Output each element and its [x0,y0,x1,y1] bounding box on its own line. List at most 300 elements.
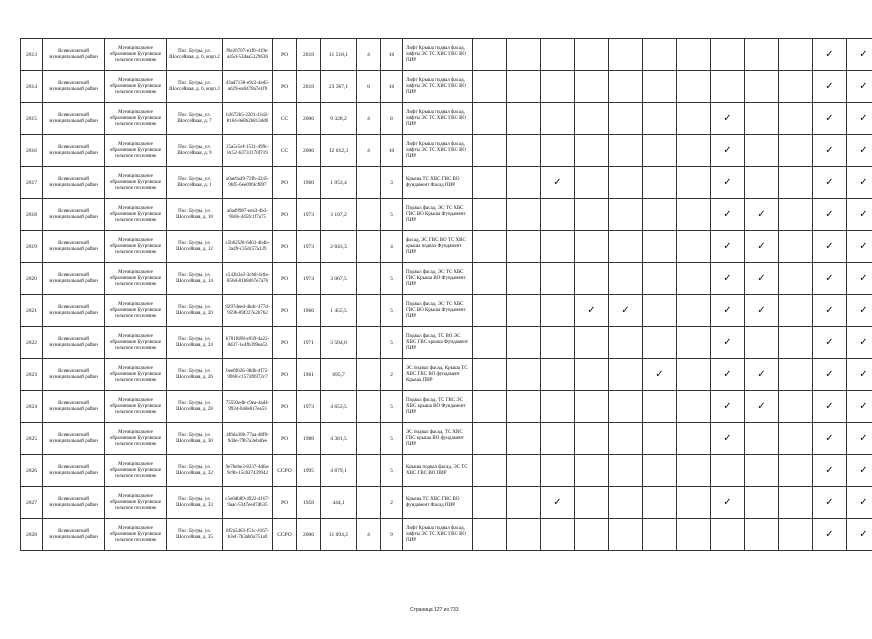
check-mark-icon: ✓ [711,231,745,263]
address-cell: Пос. Бугры, ул. Шоссейная, д. 6, корп.3 [167,71,223,103]
work-flag-cell [541,423,575,455]
build-year-cell: 2006 [297,135,321,167]
work-flag-cell [507,487,541,519]
row-number-cell: 2023 [21,359,43,391]
build-year-cell: 1995 [297,455,321,487]
work-flag-cell [473,359,507,391]
works-list-cell: Лифт Крыша подвал фасад, лифты ЭС ТС ХВС ГВС ВО ПИР [403,103,473,135]
check-mark-icon: ✓ [745,391,779,423]
housing-table [20,38,872,551]
work-flag-cell [609,519,643,551]
work-flag-cell [609,487,643,519]
works-list-cell: Подвал фасад, ЭС ТС ХВС ГВС ВО Крыша Фундамент ПИР [403,199,473,231]
area-cell: 9 328,2 [321,103,357,135]
work-flag-cell [575,71,609,103]
work-flag-cell [677,327,711,359]
table-row [21,487,872,519]
settlement-cell: Муниципальное образование Бугровское сельское поселение [105,295,167,327]
work-flag-cell [575,135,609,167]
work-flag-cell [507,199,541,231]
check-mark-icon: ✓ [847,263,872,295]
work-flag-cell [677,487,711,519]
work-flag-cell [677,263,711,295]
check-mark-icon: ✓ [813,455,847,487]
work-flag-cell [643,423,677,455]
district-cell: Всеволожский муниципальный район [43,199,105,231]
work-flag-cell [473,71,507,103]
check-mark-icon: ✓ [813,103,847,135]
settlement-cell: Муниципальное образование Бугровское сельское поселение [105,455,167,487]
floors-cell [357,359,381,391]
floors-cell [357,231,381,263]
settlement-cell: Муниципальное образование Бугровское сельское поселение [105,263,167,295]
district-cell: Всеволожский муниципальный район [43,103,105,135]
address-cell: Пос. Бугры, ул. Шоссейная, д. 7 [167,103,223,135]
house-guid-cell: 9297deed-4bdc-477d-9596-89f227e2b762 [223,295,273,327]
work-flag-cell [643,391,677,423]
work-flag-cell [677,167,711,199]
work-flag-cell [643,327,677,359]
work-flag-cell [643,103,677,135]
area-cell: 1 053,4 [321,167,357,199]
work-flag-cell [677,231,711,263]
entrances-cell: 8 [381,103,403,135]
work-flag-cell [745,135,779,167]
table-row [21,519,872,551]
work-flag-cell [507,231,541,263]
works-list-cell: Крыша ТС ХВС ГВС ВО фундамент Фасад ПИР [403,487,473,519]
address-cell: Пос. Бугры, ул. Шоссейная, д. 35 [167,519,223,551]
row-number-cell: 2018 [21,199,43,231]
check-mark-icon: ✓ [711,263,745,295]
table-row [21,359,872,391]
settlement-cell: Муниципальное образование Бугровское сельское поселение [105,39,167,71]
work-flag-cell [575,423,609,455]
table-row [21,327,872,359]
row-number-cell: 2017 [21,167,43,199]
work-flag-cell [609,167,643,199]
works-list-cell: ЭС подвал фасад, ТС ХВС ГВС крыша ВО фундамент ПИР [403,423,473,455]
address-cell: Пос. Бугры, ул. Шоссейная, д. 14 [167,263,223,295]
area-cell: 4 879,1 [321,455,357,487]
row-number-cell: 2024 [21,391,43,423]
work-flag-cell [575,327,609,359]
address-cell: Пос. Бугры, ул. Шоссейная, д. 9 [167,135,223,167]
house-guid-cell: 75593edb-c9ea-4ad4-9934-04de017ea53 [223,391,273,423]
work-flag-cell [609,391,643,423]
table-row [21,135,872,167]
work-flag-cell [779,327,813,359]
work-flag-cell [745,71,779,103]
work-flag-cell [643,295,677,327]
address-cell: Пос. Бугры, ул. Шоссейная, д. 24 [167,327,223,359]
build-year-cell: 1973 [297,231,321,263]
row-number-cell: 2016 [21,135,43,167]
work-flag-cell [779,487,813,519]
work-flag-cell [779,71,813,103]
work-flag-cell [677,391,711,423]
work-flag-cell [677,135,711,167]
work-flag-cell [541,295,575,327]
building-type-cell: РО [273,487,297,519]
floors-cell: 4 [357,103,381,135]
check-mark-icon: ✓ [847,519,872,551]
check-mark-icon: ✓ [745,359,779,391]
work-flag-cell [677,71,711,103]
work-flag-cell [745,167,779,199]
district-cell: Всеволожский муниципальный район [43,455,105,487]
house-guid-cell: b701f698-e939-4a22-8d37-1e4fb399ea53 [223,327,273,359]
area-cell: 1 455,5 [321,295,357,327]
work-flag-cell [779,135,813,167]
work-flag-cell [643,39,677,71]
work-flag-cell [541,327,575,359]
work-flag-cell [473,263,507,295]
building-type-cell: РО [273,391,297,423]
table-row [21,455,872,487]
works-list-cell: Лифт Крыша подвал фасад, лифты ЭС ТС ХВС ГВС ВО ПИР [403,71,473,103]
work-flag-cell [575,199,609,231]
check-mark-icon: ✓ [813,487,847,519]
check-mark-icon: ✓ [847,359,872,391]
entrances-cell: 4 [381,231,403,263]
address-cell: Пос. Бугры, ул. Шоссейная, д. 32 [167,455,223,487]
work-flag-cell [541,103,575,135]
work-flag-cell [677,199,711,231]
address-cell: Пос. Бугры, ул. Шоссейная, д. 20 [167,295,223,327]
check-mark-icon: ✓ [745,295,779,327]
work-flag-cell [541,391,575,423]
house-guid-cell: c542b3a3-3cb8-4c0a-856d-81b8d67e7a76 [223,263,273,295]
build-year-cell: 1974 [297,263,321,295]
house-guid-cell: c5e0db89-4922-4167-9aac-5347eed7db35 [223,487,273,519]
house-guid-cell: c5b625f0-6d63-4b4b-3a49-c35dc57a129 [223,231,273,263]
check-mark-icon: ✓ [609,295,643,327]
work-flag-cell [473,167,507,199]
build-year-cell: 2018 [297,39,321,71]
work-flag-cell [473,455,507,487]
work-flag-cell [575,359,609,391]
entrances-cell: 5 [381,327,403,359]
work-flag-cell [541,231,575,263]
check-mark-icon: ✓ [711,135,745,167]
address-cell: Пос. Бугры, ул. Шоссейная, д. 6, корп.2 [167,39,223,71]
settlement-cell: Муниципальное образование Бугровское сельское поселение [105,487,167,519]
area-cell: 2 843,3 [321,231,357,263]
check-mark-icon: ✓ [711,359,745,391]
entrances-cell: 2 [381,487,403,519]
work-flag-cell [507,103,541,135]
row-number-cell: 2028 [21,519,43,551]
area-cell: 12 012,3 [321,135,357,167]
area-cell: 4 381,5 [321,423,357,455]
district-cell: Всеволожский муниципальный район [43,519,105,551]
building-type-cell: ССРО [273,455,297,487]
check-mark-icon: ✓ [711,103,745,135]
settlement-cell: Муниципальное образование Бугровское сельское поселение [105,199,167,231]
floors-cell [357,263,381,295]
work-flag-cell [711,71,745,103]
check-mark-icon: ✓ [847,103,872,135]
floors-cell [357,391,381,423]
check-mark-icon: ✓ [813,199,847,231]
house-guid-cell: 25a5c5ef-1531-499c-8c52-b3733170f719 [223,135,273,167]
floors-cell [357,455,381,487]
check-mark-icon: ✓ [711,199,745,231]
work-flag-cell [575,231,609,263]
row-number-cell: 2022 [21,327,43,359]
check-mark-icon: ✓ [847,167,872,199]
works-list-cell: Лифт Крыша подвал фасад, лифты ЭС ТС ХВС ГВС ВО ПИР [403,39,473,71]
floors-cell [357,423,381,455]
address-cell: Пос. Бугры, ул. Шоссейная, д. 33 [167,487,223,519]
work-flag-cell [575,455,609,487]
work-flag-cell [711,519,745,551]
row-number-cell: 2013 [21,39,43,71]
entrances-cell: 16 [381,39,403,71]
work-flag-cell [473,231,507,263]
area-cell: 11 518,1 [321,39,357,71]
work-flag-cell [643,263,677,295]
work-flag-cell [507,167,541,199]
build-year-cell: 1988 [297,423,321,455]
works-list-cell: Подвал фасад, ЭС ТС ХВС ГВС ВО Крыша Фундамент ПИР [403,295,473,327]
work-flag-cell [507,71,541,103]
check-mark-icon: ✓ [847,199,872,231]
works-list-cell: Крыша ТС ХВС ГВС ВО фундамент Фасад ПИР [403,167,473,199]
check-mark-icon: ✓ [575,295,609,327]
check-mark-icon: ✓ [745,199,779,231]
work-flag-cell [609,423,643,455]
address-cell: Пос. Бугры, ул. Шоссейная, д. 10 [167,199,223,231]
building-type-cell: РО [273,167,297,199]
check-mark-icon: ✓ [813,519,847,551]
table-row [21,103,872,135]
house-guid-cell: b3672b5-2201-41d2-8164-0e8b2b813dd0 [223,103,273,135]
table-row [21,295,872,327]
work-flag-cell [609,39,643,71]
address-cell: Пос. Бугры, ул. Шоссейная, д. 28 [167,391,223,423]
work-flag-cell [575,103,609,135]
work-flag-cell [779,423,813,455]
build-year-cell: 1971 [297,327,321,359]
check-mark-icon: ✓ [711,327,745,359]
work-flag-cell [779,391,813,423]
check-mark-icon: ✓ [711,487,745,519]
work-flag-cell [711,455,745,487]
build-year-cell: 1966 [297,295,321,327]
work-flag-cell [609,71,643,103]
building-type-cell: ССРО [273,519,297,551]
table-row [21,423,872,455]
work-flag-cell [745,487,779,519]
work-flag-cell [745,327,779,359]
settlement-cell: Муниципальное образование Бугровское сельское поселение [105,327,167,359]
floors-cell: 4 [357,519,381,551]
floors-cell [357,199,381,231]
build-year-cell: 2006 [297,519,321,551]
work-flag-cell [643,199,677,231]
house-guid-cell: 43ad7130-e9c2-4ed5-a629-ea0478a7e1f0 [223,71,273,103]
work-flag-cell [779,199,813,231]
area-cell: 3 504,0 [321,327,357,359]
entrances-cell: 5 [381,455,403,487]
work-flag-cell [507,263,541,295]
build-year-cell: 2018 [297,71,321,103]
work-flag-cell [473,487,507,519]
work-flag-cell [541,519,575,551]
area-cell: 11 094,2 [321,519,357,551]
work-flag-cell [473,199,507,231]
area-cell: 23 367,1 [321,71,357,103]
table-row [21,71,872,103]
district-cell: Всеволожский муниципальный район [43,71,105,103]
house-guid-cell: f9e26707-e1f0-419e-a45d-53daa5129636 [223,39,273,71]
floors-cell [357,295,381,327]
work-flag-cell [575,487,609,519]
building-type-cell: СС [273,103,297,135]
district-cell: Всеволожский муниципальный район [43,295,105,327]
work-flag-cell [473,135,507,167]
district-cell: Всеволожский муниципальный район [43,231,105,263]
work-flag-cell [575,519,609,551]
work-flag-cell [779,295,813,327]
check-mark-icon: ✓ [847,423,872,455]
check-mark-icon: ✓ [745,263,779,295]
address-cell: Пос. Бугры, ул. Шоссейная, д. 30 [167,423,223,455]
work-flag-cell [643,455,677,487]
work-flag-cell [677,295,711,327]
work-flag-cell [575,391,609,423]
row-number-cell: 2026 [21,455,43,487]
check-mark-icon: ✓ [813,359,847,391]
work-flag-cell [541,455,575,487]
table-row [21,199,872,231]
check-mark-icon: ✓ [711,391,745,423]
entrances-cell: 10 [381,135,403,167]
floors-cell [357,167,381,199]
work-flag-cell [677,39,711,71]
entrances-cell: 16 [381,71,403,103]
check-mark-icon: ✓ [541,487,575,519]
area-cell: 444,1 [321,487,357,519]
work-flag-cell [779,519,813,551]
district-cell: Всеволожский муниципальный район [43,391,105,423]
work-flag-cell [507,39,541,71]
works-list-cell: Подвал фасад, ЭС ТС ХВС ГВС Крыша ВО Фундамент ПИР [403,263,473,295]
entrances-cell: 5 [381,423,403,455]
district-cell: Всеволожский муниципальный район [43,167,105,199]
check-mark-icon: ✓ [813,263,847,295]
work-flag-cell [779,359,813,391]
work-flag-cell [711,39,745,71]
area-cell: 4 653,5 [321,391,357,423]
check-mark-icon: ✓ [711,295,745,327]
floors-cell [357,327,381,359]
building-type-cell: РО [273,71,297,103]
work-flag-cell [507,423,541,455]
check-mark-icon: ✓ [813,39,847,71]
check-mark-icon: ✓ [813,167,847,199]
work-flag-cell [609,103,643,135]
check-mark-icon: ✓ [847,391,872,423]
work-flag-cell [779,167,813,199]
check-mark-icon: ✓ [847,487,872,519]
check-mark-icon: ✓ [643,359,677,391]
building-type-cell: РО [273,199,297,231]
district-cell: Всеволожский муниципальный район [43,487,105,519]
building-type-cell: РО [273,423,297,455]
work-flag-cell [541,135,575,167]
floors-cell: 4 [357,135,381,167]
work-flag-cell [643,167,677,199]
work-flag-cell [609,263,643,295]
works-list-cell: Лифт Крыша подвал фасад, лифты ЭС ТС ХВС ГВС ВО ПИР [403,519,473,551]
row-number-cell: 2027 [21,487,43,519]
building-type-cell: РО [273,263,297,295]
check-mark-icon: ✓ [847,39,872,71]
house-guid-cell: bee0f626-38db-4f72-9960-c1573f6972c7 [223,359,273,391]
work-flag-cell [677,103,711,135]
floors-cell: 4 [357,39,381,71]
table-row [21,39,872,71]
settlement-cell: Муниципальное образование Бугровское сельское поселение [105,71,167,103]
work-flag-cell [609,135,643,167]
work-flag-cell [473,423,507,455]
floors-cell [357,487,381,519]
check-mark-icon: ✓ [541,167,575,199]
building-type-cell: РО [273,39,297,71]
work-flag-cell [779,231,813,263]
work-flag-cell [609,231,643,263]
work-flag-cell [541,359,575,391]
area-cell: 695,7 [321,359,357,391]
row-number-cell: 2019 [21,231,43,263]
table-body [21,39,872,551]
check-mark-icon: ✓ [813,391,847,423]
settlement-cell: Муниципальное образование Бугровское сельское поселение [105,423,167,455]
address-cell: Пос. Бугры, ул. Шоссейная, д. 12 [167,231,223,263]
build-year-cell: 1960 [297,167,321,199]
check-mark-icon: ✓ [813,295,847,327]
row-number-cell: 2015 [21,103,43,135]
check-mark-icon: ✓ [813,135,847,167]
check-mark-icon: ✓ [847,455,872,487]
work-flag-cell [473,391,507,423]
work-flag-cell [575,39,609,71]
building-type-cell: РО [273,231,297,263]
building-type-cell: СС [273,135,297,167]
work-flag-cell [473,103,507,135]
check-mark-icon: ✓ [847,231,872,263]
work-flag-cell [473,519,507,551]
work-flag-cell [643,71,677,103]
district-cell: Всеволожский муниципальный район [43,135,105,167]
work-flag-cell [643,519,677,551]
check-mark-icon: ✓ [813,231,847,263]
work-flag-cell [609,199,643,231]
work-flag-cell [745,423,779,455]
house-guid-cell: a0ad9987-eea3-4b3-9b6b-445fc1f7a75 [223,199,273,231]
work-flag-cell [473,327,507,359]
settlement-cell: Муниципальное образование Бугровское сельское поселение [105,135,167,167]
row-number-cell: 2014 [21,71,43,103]
house-guid-cell: 4f6da30b-77aa-48f0-9d4e-79b7a3eb4fee [223,423,273,455]
work-flag-cell [507,135,541,167]
works-list-cell: ЭС подвал фасад, Крыша ТС ХВС ГВС ВО фундамент Крыша ПИР [403,359,473,391]
house-guid-cell: 8f2a5463-f51c-4167-b3ef-7b3ab6a751a9 [223,519,273,551]
address-cell: Пос. Бугры, ул. Шоссейная, д. 1 [167,167,223,199]
